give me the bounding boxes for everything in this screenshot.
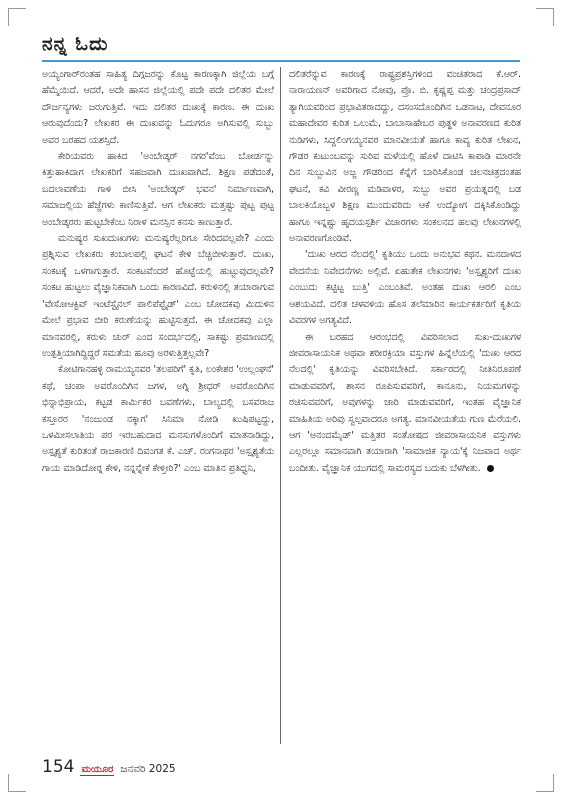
magazine-logo: ಮಯೂರ: [81, 764, 114, 775]
crop-mark-bottom-right: [536, 774, 554, 792]
paragraph: 'ದುಃಖ ಆರದ ನೆಲದಲ್ಲಿ' ಕೃತಿಯು ಒಂದು ಅನುಭವ ಕಥನ. ಮನದಾಳದ ವೇದನೆಯ ನಿವೇದನೆಗಳು ಅಲ್ಲಿವೆ. ಏಹುತೇಕ ಲೇಖನಗಳು 'ಅಸ್ಪೃಶ್ಯರಿಗೆ ದುಃಖ ಎಂಬುದು ಕಟ್ಟಿಟ್ಟ ಬುತ್ತಿ' ಎಂಬಂತಿವೆ. ಅಂತಹ ದುಃಖ ಆರಲಿ ಎಂಬ ಆಶಯವಿದೆ. ದಲಿತ ಚಳವಳಿಯ ಹೊಸ ತಲೆಮಾರಿನ ಕಾರ್ಯಕರ್ತರಿಗೆ ಕೃತಿಯ ವಿವರಗಳ ಅಗತ್ಯವಿದೆ.: [289, 249, 521, 327]
paragraph: ಕೇರಿಯವರು ಹಾಕಿದ 'ಅಂಬೇಡ್ಕರ್ ನಗರ'ವೆಂಬ ಬೋರ್ಡನ್ನು ಕಿತ್ತುಹಾಕಿದಾಗ ಲೇಖಕರಿಗೆ ಸಹಜವಾಗಿ ದುಃಖವಾಗಿದೆ. ಶಿಕ್ಷಣ ಪಡೆದಂತೆ, ಬದಲಾವಣೆಯ ಗಾಳಿ ಬೀಸಿ 'ಅಂಬೇಡ್ಕರ್ ಭವನ' ನಿರ್ಮಾಣವಾಗಿ, ಸಮಾಜಲ್ಲಿಯ ಹೆಜ್ಜೆಗಳು ಕಾಣಿಸುತ್ತಿವೆ. ಆಗ ಲೇಖಕರು ಮತ್ತಷ್ಟು ಪುಟ್ಟ ಪುಟ್ಟ ಅಂಬೇಡ್ಕರರು ಹುಟ್ಟಬೇಕೆಂಬ ನಿರಾಳ ಮನಸ್ಸಿನ ಕನಸು ಕಾಣುತ್ತಾರೆ.: [42, 151, 274, 228]
crop-mark-top-left: [8, 8, 26, 26]
paragraph: ಕೋಟಿಗಾನಹಳ್ಳಿ ರಾಮಯ್ಯನವರ 'ತಲಪರಿಗೆ' ಕೃತಿ, ಲಂಕೇಶರ 'ಉಲ್ಲಂಘನೆ' ಕಥೆ, ಚಂಪಾ ಅವರೊಂದಿಗಿನ ಜಗಳ, ಅಗ್ನಿ ಶ್ರೀಧರ್ ಅವರೊಂದಿಗಿನ ಭಿನ್ನಾಭಿಪ್ರಾಯ, ಕಟ್ಟಡ ಕಾರ್ಮಿಕರ ಬವಣೆಗಳು, ಬಾಲ್ಯದಲ್ಲಿ ಬಸವರಾಜ ಕಸ್ತೂರರ 'ನಂಜುಂಡ ನಕ್ಕಾಗ' ಸಿನಿಮಾ ನೋಡಿ ಖುಷಿಪಟ್ಟದ್ದು, ಒಳಮೀಸಲಾತಿಯ ಪರ ಇರಬಹುದಾದ ಮನಸುಗಳೊಂದಿಗೆ ಮಾತನಾಡಿದ್ದು, ಅಸ್ಪೃಶ್ಯತೆ ಕುರಿತಂತೆ ರಾಜಕಾರಣಿ ದಿವಂಗತ ಕೆ. ಎಚ್. ರಂಗನಾಥರ 'ಅಸ್ಪೃಶ್ಯತೆಯ ಗಾಯ ಮಾಡಿದೋರ್‍ನ ಕೇಳಿ, ನನ್ನನ್ನೇಕೆ ಕೇಳ್ತೀರಿ?' ಎಂಬ ಮಾತಿನ ಪ್ರತಿಧ್ವನಿ,: [42, 364, 274, 474]
crop-mark-bottom-left: [8, 774, 26, 792]
paragraph: ಅಯ್ಯಂಗಾರ್‌ರಂತಹ ಸಾಹಿತ್ಯ ದಿಗ್ಗಜರನ್ನು ಕೊಟ್ಟ ಕಾರಣಕ್ಕಾಗಿ ಜಿಲ್ಲೆಯ ಬಗ್ಗೆ ಹೆಮ್ಮೆಯಿದೆ. ಆದರೆ, ಅದೇ ಹಾಸನ ಜಿಲ್ಲೆಯಲ್ಲಿ ಪದೇ ಪದೇ ದಲಿತರ ಮೇಲೆ ದೌರ್ಜನ್ಯಗಳು ಜರುಗುತ್ತಿವೆ. ಇದು ದಲಿತರ ದುಃಖಕ್ಕೆ ಕಾರಣ. ಈ ದುಃಖ ಆರುವುದೆಂದು? ಲೇಖಕರ ಈ ದುಃಖವನ್ನು ಓದುಗರೂ ಅಗಿಸುವಲ್ಲಿ ಸುಬ್ಬು ಅವರ ಬರಹದ ಯಶಸ್ಸಿದೆ.: [42, 69, 274, 146]
end-of-article-mark: [487, 465, 494, 472]
page-number: 154: [42, 757, 75, 777]
page-footer: [42, 757, 176, 777]
column-divider: [280, 67, 281, 744]
paragraph: ದಲಿತರೆನ್ನುವ ಕಾರಣಕ್ಕೆ ರಾಷ್ಟ್ರಪ್ರಶಸ್ತಿಗಳಿಂದ ವಂಚಿತರಾದ ಕೆ.ಆರ್. ನಾರಾಯಣನ್ ಅವರಿಗಾದ ನೋವು, ಪ್ರೊ. ಬಿ. ಕೃಷ್ಣಪ್ಪ ಮತ್ತು ಚಂದ್ರಪ್ರಸಾದ್ ತ್ಯಾಗಿಯವರಿಂದ ಪ್ರಭಾವಿತರಾದದ್ದು, ದಸಂಸದೊಂದಿಗಿನ ಒಡನಾಟ, ದೇವನೂರ ಮಹಾದೇವರ ಕುರಿತ ಒಲುಮೆ, ಬಾಬಾಸಾಹೇಬರ ಪುತ್ಥಳಿ ಅನಾವರಣದ ಕುರಿತ ನುಡಿಗಳು, ಸಿದ್ದಲಿಂಗಯ್ಯನವರ ಮಾನವೀಯತೆ ಹಾಗೂ ಕಾವ್ಯ ಕುರಿತ ಲೇಖನ, ಗೌಡರ ಕುಟುಂಬವನ್ನು ಸುರಿವ ಮಳೆಯಲ್ಲಿ ಹೊಳೆ ದಾಟಿಸಿ ಕಾಪಾಡಿ ಮಾರನೇ ದಿನ ಸುಬ್ಬುವಿನ ಅಜ್ಜ ಗೌಡರಿಂದ ಕೆನ್ನೆಗೆ ಬಾರಿಸಿಕೊಂಡ ಚಲನಚಿತ್ರದಂತಹ ಘಟನೆ, ಕವಿ ವೀರಣ್ಣ ಮಡಿವಾಳರ, ಸುಬ್ಬು ಅವರ ಪ್ರಯತ್ನದಲ್ಲಿ ಬಡ ಬಾಲಕಿಯೊಬ್ಬಳ ಶಿಕ್ಷಣ ಮುಂದುವರಿದು ಆಕೆ ಉದ್ಯೋಗ ದಕ್ಕಿಸಿಕೊಂಡಿದ್ದು ಹಾಗೂ ಇನ್ನಷ್ಟು ಹೃದಯಸ್ಪರ್ಶಿ ವಿಚಾರಗಳು ಸಂಕಲನದ ಹಲವು ಲೇಖನಗಳಲ್ಲಿ ಅನಾವರಣಗೊಂಡಿವೆ.: [289, 69, 521, 245]
paragraph-text: ಈ ಬರಹದ ಆರಂಭದಲ್ಲಿ ವಿವರಿಸಲಾದ ಸುಖ-ದುಃಖಗಳ ಜೀವರಾಸಾಯನಿಕ ಅಥವಾ ಶರೀರಕ್ರಿಯಾ ವಸ್ತುಗಳ ಹಿನ್ನೆಲೆಯಲ್ಲಿ 'ದುಃಖ ಆರದ ನೆಲದಲ್ಲಿ' ಕೃತಿಯನ್ನು ವಿವರಿಸಬೇಕಿದೆ. ಸರ್ಕಾರದಲ್ಲಿ ನೀತಿನಿರೂಪಣೆ ಮಾಡುವವರಿಗೆ, ಶಾಸನ ರೂಪಿಸುವವರಿಗೆ, ಕಾನೂನು, ನಿಯಮಗಳನ್ನು ರಚಿಸುವವರಿಗೆ, ಅವುಗಳನ್ನು ಜಾರಿ ಮಾಡುವವರಿಗೆ, ಇಂತಹ ವೈಜ್ಞಾನಿಕ ಮಾಹಿತಿಯ ಅರಿವು ಸ್ವಲ್ಪವಾದರೂ ಅಗತ್ಯ. ಮಾನವೀಯತೆಯ ಗುಣ ಮೆರೆಯಲಿ. ಆಗ 'ಆನಂದಮೈಡ್' ಮತ್ತಿತರ ಸಂತೋಷದ ಜೀವರಾಸಾಯನಿಕ ವಸ್ತುಗಳು ಎಲ್ಲರಲ್ಲೂ ಸಮಾನವಾಗಿ ತಯಾರಾಗಿ 'ಸಾಮಾಜಿಕ ನ್ಯಾಯ'ಕ್ಕೆ ನಿಜವಾದ ಅರ್ಥ ಬಂದೀತು. ವೈಜ್ಞಾನಿಕ ಯುಗದಲ್ಲಿ ಸಾಮರಸ್ಯದ ಬದುಕು ಬೆಳಗೀತು.: [289, 331, 521, 474]
section-title-rule: [42, 60, 520, 62]
paragraph: ಮನುಷ್ಯರ ಸುಖದುಃಖಗಳು ಮನುಷ್ಯರೆಲ್ಲರಿಗೂ ಸೇರಿದವಲ್ಲವೇ? ಎಂದು ಪ್ರಶ್ನಿಸುವ ಲೇಖಕರು ಕಂಬಾಲಪಲ್ಲಿ ಘಟನೆ ಕೇಳಿ ಬೆಚ್ಚಿಬೀಳುತ್ತಾರೆ. ದುಃಖ, ಸಂಕಟಕ್ಕೆ ಒಳಗಾಗುತ್ತಾರೆ. ಸಂಕಟವೆಂದರೆ ಹೊಟ್ಟೆಯಲ್ಲಿ ಹುಟ್ಟುವುದಲ್ಲವೇ? ಸಂಕಟ ಹುಟ್ಟಲು ವೈಜ್ಞಾನಿಕವಾಗಿ ಒಂದು ಕಾರಣವಿದೆ. ಕರುಳಿನಲ್ಲಿ ತಯಾರಾಗುವ 'ವೇಸೋಆಕ್ಟಿವ್ ಇಂಟೆಸ್ಟೈನಲ್ ಪಾಲಿಪೆಪ್ಟೈಡ್' ಎಂಬ ಚೋದಕವು ಮಿದುಳಿನ ಮೇಲೆ ಪ್ರಭಾವ ಬೀರಿ ಕರುಣೆಯನ್ನು ಹುಟ್ಟಿಸುತ್ತದೆ. ಈ ಚೋದಕವು ಎಲ್ಲಾ ಮಾನವರಲ್ಲಿ, ಕರುಳು ಚುರ್ ಎಂದ ಸಂದರ್ಭದಲ್ಲಿ, ಸಾಕಷ್ಟು ಪ್ರಮಾಣದಲ್ಲಿ ಉತ್ಪತ್ತಿಯಾಗಿದ್ದಿದ್ದರೆ ಸಮತೆಯ ಹೂವು ಅರಳುತ್ತಿತ್ತಲ್ಲವೇ?: [42, 233, 274, 359]
section-title: ನನ್ನ ಓದು: [42, 33, 109, 55]
issue-date: ಜನವರಿ 2025: [120, 763, 176, 775]
paragraph-final: [289, 330, 521, 478]
article-column-right: [289, 67, 521, 747]
crop-mark-top-right: [536, 8, 554, 26]
article-column-left: [42, 67, 274, 747]
